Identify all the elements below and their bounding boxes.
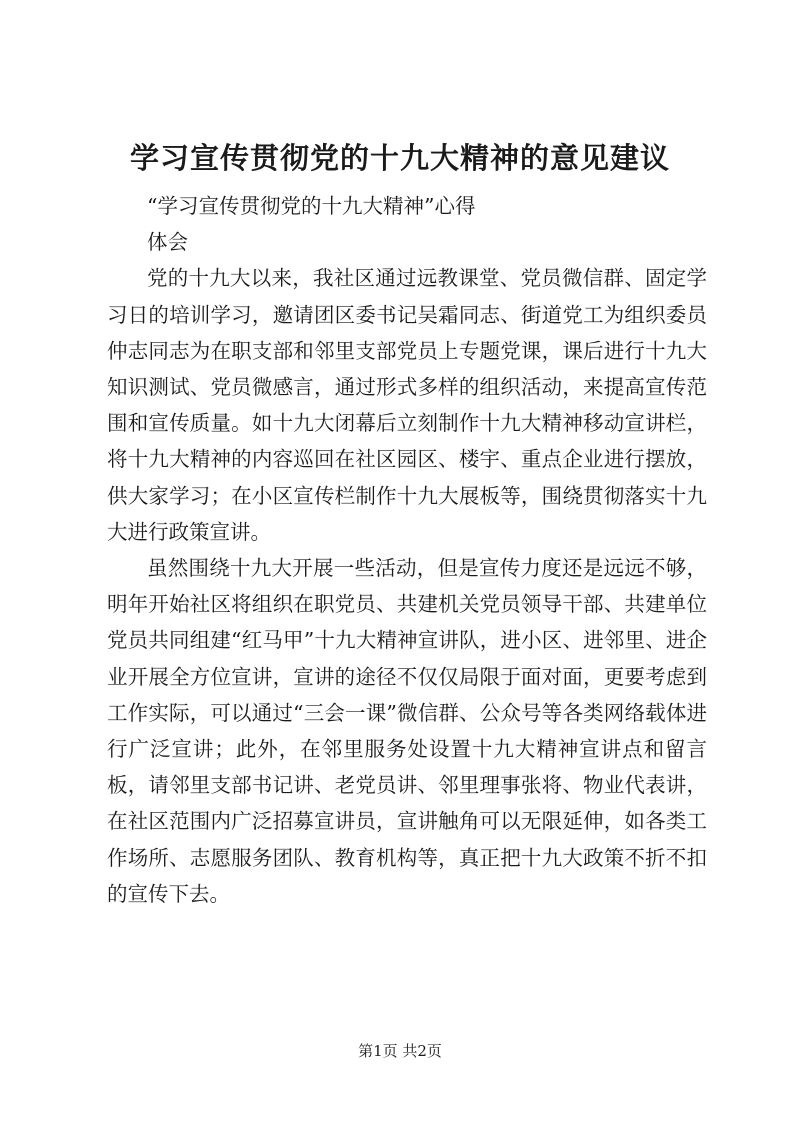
page-footer: 第1页 共2页 bbox=[358, 1042, 442, 1060]
document-title: 学习宣传贯彻党的十九大精神的意见建议 bbox=[129, 141, 670, 175]
paragraph-2: 虽然围绕十九大开展一些活动，但是宣传力度还是远远不够，明年开始社区将组织在职党员、共建机关党员领导干部、共建单位党员共同组建“红马甲”十九大精神宣讲队，进小区、进邻里、进企业开展全方位宣讲，宣讲的途径不仅仅局限于面对面，更要考虑到工作实际，可以通过“三会一课”微信群、公众号等各类网络载体进行广泛宣讲；此外，在邻里服务处设置十九大精神宣讲点和留言板，请邻里支部书记讲、老党员讲、邻里理事张将、物业代表讲，在社区范围内广泛招募宣讲员，宣讲触角可以无限延伸，如各类工作场所、志愿服务团队、教育机构等，真正把十九大政策不折不扣的宣传下去。 bbox=[107, 556, 707, 906]
document-body bbox=[107, 188, 707, 912]
subtitle-line-2: 体会 bbox=[147, 230, 188, 255]
subtitle-line-1: “学习宣传贯彻党的十九大精神”心得 bbox=[147, 194, 476, 218]
paragraph-1: 党的十九大以来，我社区通过远教课堂、党员微信群、固定学习日的培训学习，邀请团区委书记吴霜同志、街道党工为组织委员仲志同志为在职支部和邻里支部党员上专题党课，课后进行十九大知识测试、党员微感言，通过形式多样的组织活动，来提高宣传范围和宣传质量。如十九大闭幕后立刻制作十九大精神移动宣讲栏，将十九大精神的内容巡回在社区园区、楼宇、重点企业进行摆放，供大家学习；在小区宣传栏制作十九大展板等，围绕贯彻落实十九大进行政策宣讲。 bbox=[107, 266, 707, 544]
